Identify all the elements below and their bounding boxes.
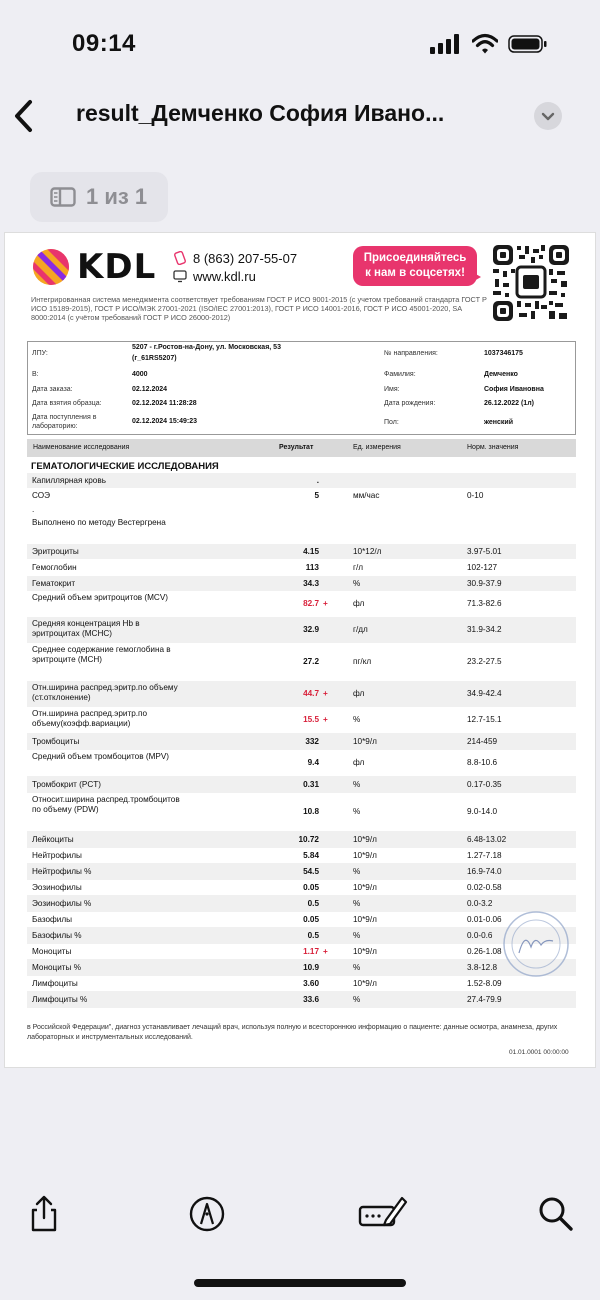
test-name: Тромбокрит (PCT) [32,780,101,789]
qr-code-icon [491,243,571,323]
test-norm: 214-459 [467,737,498,746]
table-row [27,793,576,831]
test-name: Эозинофилы [32,883,82,892]
test-name: Гемоглобин [32,563,77,572]
search-button[interactable] [536,1194,576,1234]
chevron-down-icon [534,102,562,130]
test-unit: % [353,807,361,816]
test-name: Лейкоциты [32,835,74,844]
bottom-toolbar [0,1186,600,1246]
test-unit: % [353,899,361,908]
test-result: 9.4 [307,758,319,767]
table-row [27,576,576,591]
iso-compliance-text: Интегрированная система менеджмента соответствует требованиям ГОСТ Р ИСО 9001-2015 (с учетом требований стандарта ГОСТ Р ИСО 15189-2015), ГОСТ Р ИСО/МЭК 27001-2021 (ISO/IEC 27001:2013), ГОСТ Р ИСО 14001-2016, ГОСТ Р ИСО 45001-2020, SA 8000:2014 (с учётом требований ГОСТ Р ИСО 26000-2012) [31,295,487,322]
test-result: 10.8 [303,807,319,816]
test-norm: 34.9-42.4 [467,689,502,698]
test-unit: % [353,867,361,876]
test-name: Моноциты [32,947,72,956]
test-unit: 10*9/л [353,737,377,746]
name-label: Имя: [384,386,400,393]
test-name: . [32,505,35,514]
page-indicator-label: 1 из 1 [86,184,148,209]
test-unit: % [353,931,361,940]
test-norm: 0.01-0.06 [467,915,502,924]
table-row [27,863,576,880]
test-norm: 23.2-27.5 [467,657,502,666]
table-row [27,643,576,681]
test-name: Капиллярная кровь [32,476,106,485]
order-date-label: Дата заказа: [32,386,73,393]
received-label-2: лабораторию: [32,423,78,430]
test-result: 54.5 [303,867,319,876]
test-name: Лимфоциты % [32,995,88,1004]
test-norm: 30.9-37.9 [467,579,502,588]
sidebar-icon [50,187,76,207]
v-value: 4000 [132,371,148,378]
abnormal-flag: + [323,947,328,956]
test-result: 5 [314,491,319,500]
test-norm: 12.7-15.1 [467,715,502,724]
test-name: Среднее содержание гемоглобина в эритроците (MCH) [32,645,171,664]
test-unit: 10*9/л [353,915,377,924]
test-result: 113 [305,563,319,572]
test-unit: % [353,963,361,972]
test-unit: % [353,780,361,789]
social-promo [353,246,477,286]
test-norm: 0.0-3.2 [467,899,493,908]
col-result-header: Результат [279,444,314,451]
col-norm-header: Норм. значения [467,444,519,451]
test-unit: мм/час [353,491,380,500]
status-time: 09:14 [72,30,136,57]
test-result: . [316,476,319,485]
table-row [27,750,576,776]
test-name: Нейтрофилы [32,851,82,860]
signature-button[interactable] [358,1194,408,1234]
test-name: Эритроциты [32,547,79,556]
test-norm: 3.97-5.01 [467,547,502,556]
abnormal-flag: + [323,599,328,608]
test-unit: 10*9/л [353,979,377,988]
surname: Демченко [484,371,518,378]
received-label-1: Дата поступления в [32,414,97,421]
table-row [27,976,576,991]
test-name: Базофилы % [32,931,82,940]
test-norm: 71.3-82.6 [467,599,502,608]
test-unit: фл [353,689,365,698]
test-result: 34.3 [303,579,319,588]
test-name: Тромбоциты [32,737,80,746]
website: www.kdl.ru [193,268,256,284]
table-row [27,681,576,707]
test-name: Относит.ширина распред.тромбоцитов по объему (PDW) [32,795,180,814]
test-norm: 8.8-10.6 [467,758,498,767]
nav-bar [0,90,600,146]
test-unit: г/л [353,563,364,572]
results-table-header [27,439,576,457]
cellular-signal-icon [430,34,462,54]
test-result: 10.9 [303,963,319,972]
table-row [27,895,576,912]
test-name: Нейтрофилы % [32,867,92,876]
col-unit-header: Ед. измерения [353,444,401,451]
test-result: 3.60 [303,979,319,988]
received-date: 02.12.2024 15:49:23 [132,418,197,425]
test-norm: 0.17-0.35 [467,780,502,789]
test-norm: 31.9-34.2 [467,625,502,634]
referral-number: 1037346175 [484,350,523,357]
test-unit: пг/кл [353,657,372,666]
test-norm: 102-127 [467,563,498,572]
monitor-icon [173,269,187,283]
test-result: 332 [305,737,319,746]
patient-info [27,341,576,435]
test-name: Лимфоциты [32,979,78,988]
abnormal-flag: + [323,689,328,698]
test-unit: 10*9/л [353,947,377,956]
brand-name: KDL [77,247,157,287]
test-norm: 16.9-74.0 [467,867,502,876]
promo-line-2: к нам в соцсетях! [365,267,465,279]
table-row [27,488,576,503]
table-row [27,733,576,750]
test-result: 44.7 [303,689,319,698]
table-row [27,473,576,488]
test-result: 10.72 [298,835,319,844]
test-unit: 10*9/л [353,883,377,892]
battery-icon [508,35,548,53]
test-norm: 27.4-79.9 [467,995,502,1004]
test-unit: 10*9/л [353,851,377,860]
test-name: СОЭ [32,491,50,500]
sample-date-label: Дата взятия образца: [32,400,102,407]
footer-note: в Российской Федерации", диагноз устанавливает лечащий врач, используя полную и всестороннюю информацию о пациенте: данные осмотра, анамнеза, других лабораторных и инструментальных исследований. [27,1024,558,1041]
test-unit: % [353,715,361,724]
document-page [4,232,596,1068]
order-date: 02.12.2024 [132,386,168,393]
surname-label: Фамилия: [384,371,416,378]
share-button[interactable] [24,1194,64,1234]
test-result: 33.6 [303,995,319,1004]
test-result: 82.7 [303,599,319,608]
wifi-icon [472,33,498,55]
test-result: 15.5 [303,715,319,724]
test-norm: 0.0-0.6 [467,931,493,940]
table-row [27,991,576,1008]
table-row [27,516,576,544]
test-unit: фл [353,599,365,608]
abnormal-flag: + [323,715,328,724]
test-unit: г/дл [353,625,368,634]
kdl-logo-icon [31,247,71,287]
markup-button[interactable] [187,1194,227,1234]
table-row [27,559,576,576]
table-row [27,591,576,617]
test-norm: 1.52-8.09 [467,979,502,988]
table-row [27,776,576,793]
status-bar [0,0,600,90]
patient-name: София Ивановна [484,386,544,393]
table-row [27,707,576,733]
dob-label: Дата рождения: [384,400,436,407]
col-name-header: Наименование исследования [33,444,130,451]
test-result: 27.2 [303,657,319,666]
v-label: В: [32,371,39,378]
table-row [27,503,576,516]
table-row [27,544,576,559]
referral-label: № направления: [384,350,438,357]
lpu-value-2: (г_61RS5207) [132,355,177,362]
test-unit: фл [353,758,365,767]
test-name: Выполнено по методу Вестергрена [32,518,166,527]
test-result: 0.31 [303,780,319,789]
test-unit: 10*9/л [353,835,377,844]
document-title: result_Демченко София Ивано... [76,100,445,126]
section-title: ГЕМАТОЛОГИЧЕСКИЕ ИССЛЕДОВАНИЯ [31,461,219,472]
test-name: Моноциты % [32,963,81,972]
table-row [27,831,576,848]
lpu-value-1: 5207 - г.Ростов-на-Дону, ул. Московская, 53 [132,344,281,351]
table-row [27,927,576,944]
test-result: 4.15 [303,547,319,556]
test-name: Эозинофилы % [32,899,92,908]
test-name: Гематокрит [32,579,76,588]
page-indicator[interactable] [30,172,168,222]
test-name: Средний объем эритроцитов (MCV) [32,593,169,602]
test-norm: 0.02-0.58 [467,883,502,892]
sex-label: Пол: [384,419,399,426]
promo-line-1: Присоединяйтесь [363,252,467,264]
test-norm: 0-10 [467,491,484,500]
test-norm: 1.27-7.18 [467,851,502,860]
back-button[interactable] [10,96,40,136]
sample-date: 02.12.2024 11:28:28 [132,400,197,407]
test-name: Отн.ширина распред.эритр.по объему(коэфф.вариации) [32,709,148,728]
table-row [27,848,576,863]
sex: женский [484,419,513,426]
contacts [173,249,297,285]
test-unit: % [353,995,361,1004]
phone-number: 8 (863) 207-55-07 [193,250,298,266]
test-norm: 3.8-12.8 [467,963,498,972]
table-row [27,959,576,976]
test-norm: 0.26-1.08 [467,947,502,956]
promo-tail [467,269,481,285]
footer-code: 01.01.0001 00:00:00 [509,1049,569,1056]
dob: 26.12.2022 (1л) [484,400,534,407]
table-row [27,944,576,959]
test-name: Средняя концентрация Hb в эритроцитах (MCHC) [32,619,140,638]
test-unit: % [353,579,361,588]
test-result: 0.5 [307,931,319,940]
test-result: 32.9 [303,625,319,634]
test-unit: 10*12/л [353,547,382,556]
lab-stamp-icon [501,909,571,979]
test-name: Базофилы [32,915,73,924]
test-name: Средний объем тромбоцитов (MPV) [32,752,170,761]
test-norm: 6.48-13.02 [467,835,507,844]
test-result: 5.84 [303,851,319,860]
test-result: 0.05 [303,883,319,892]
phone-icon [173,251,187,265]
test-norm: 9.0-14.0 [467,807,498,816]
test-result: 1.17 [303,947,319,956]
table-row [27,912,576,927]
test-name: Отн.ширина распред.эритр.по объему (ст.отклонение) [32,683,178,702]
title-menu-button[interactable] [534,102,562,130]
home-indicator[interactable] [194,1279,406,1287]
test-result: 0.05 [303,915,319,924]
table-row [27,880,576,895]
lpu-label: ЛПУ: [32,350,48,357]
table-row [27,617,576,643]
test-result: 0.5 [307,899,319,908]
